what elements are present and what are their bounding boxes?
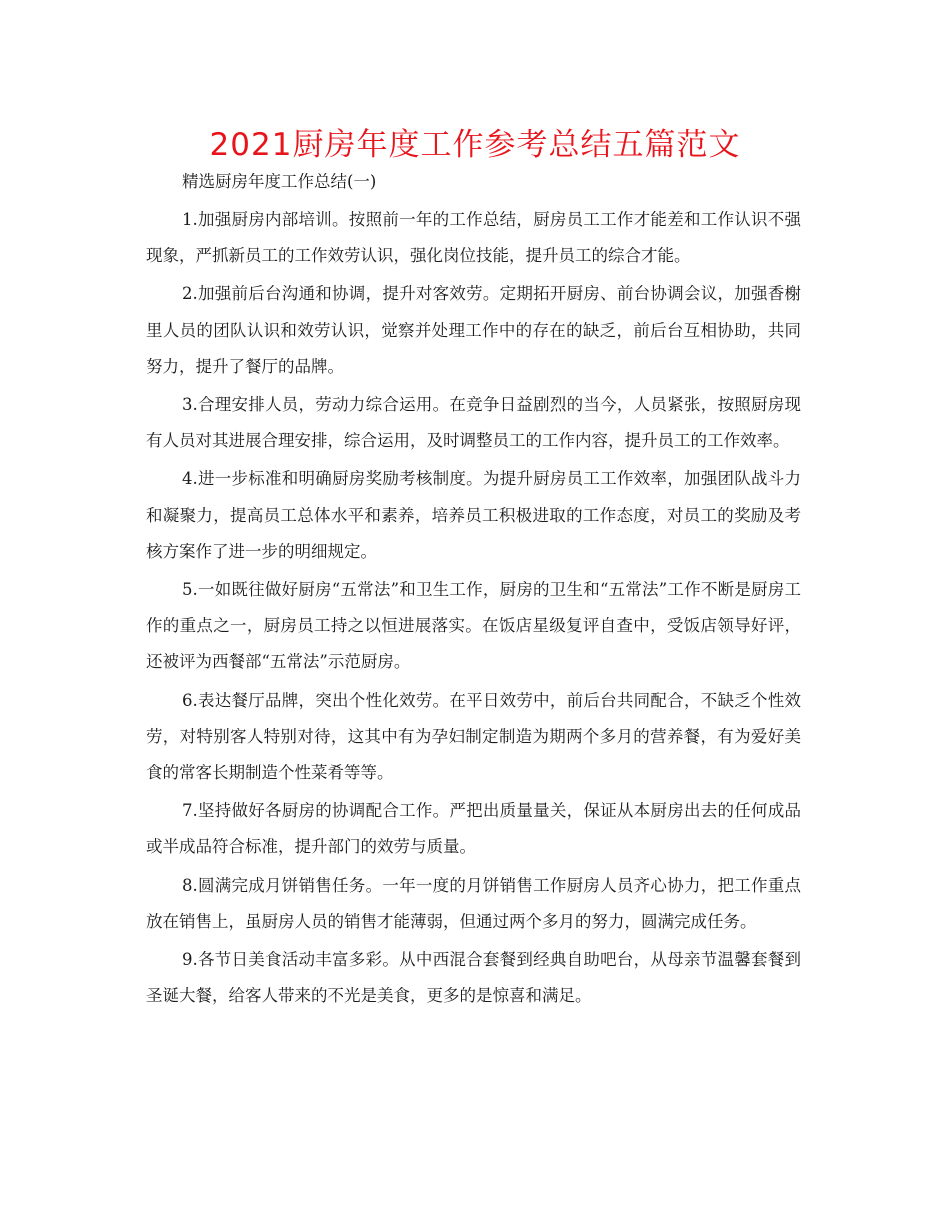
section-heading: 精选厨房年度工作总结(一): [182, 172, 377, 191]
paragraph-6: 6.表达餐厅品牌，突出个性化效劳。在平日效劳中，前后台共同配合，不缺乏个性效劳，对特别客人特别对待，这其中有为孕妇制定制造为期两个多月的营养餐，有为爱好美食的常客长期制造个性菜肴等等。: [146, 690, 801, 783]
paragraph-7: 7.坚持做好各厨房的协调配合工作。严把出质量量关，保证从本厨房出去的任何成品或半成品符合标准，提升部门的效劳与质量。: [146, 801, 801, 857]
document-body: [146, 202, 801, 1016]
paragraph-5: 5.一如既往做好厨房“五常法”和卫生工作，厨房的卫生和“五常法”工作不断是厨房工作的重点之一，厨房员工持之以恒进展落实。在饭店星级复评自查中，受饭店领导好评，还被评为西餐部“五常法”示范厨房。: [146, 580, 801, 672]
paragraph-3: 3.合理安排人员，劳动力综合运用。在竞争日益剧烈的当今，人员紧张，按照厨房现有人员对其进展合理安排，综合运用，及时调整员工的工作内容，提升员工的工作效率。: [146, 395, 801, 451]
paragraph-4: 4.进一步标准和明确厨房奖励考核制度。为提升厨房员工工作效率，加强团队战斗力和凝聚力，提高员工总体水平和素养，培养员工积极进取的工作态度，对员工的奖励及考核方案作了进一步的明细规定。: [146, 469, 801, 561]
paragraph-8: 8.圆满完成月饼销售任务。一年一度的月饼销售工作厨房人员齐心协力，把工作重点放在销售上，虽厨房人员的销售才能薄弱，但通过两个多月的努力，圆满完成任务。: [146, 875, 801, 931]
document-title: 2021厨房年度工作参考总结五篇范文: [209, 127, 741, 163]
paragraph-9: 9.各节日美食活动丰富多彩。从中西混合套餐到经典自助吧台，从母亲节温馨套餐到圣诞大餐，给客人带来的不光是美食，更多的是惊喜和满足。: [146, 950, 801, 1006]
paragraph-2: 2.加强前后台沟通和协调，提升对客效劳。定期拓开厨房、前台协调会议，加强香榭里人员的团队认识和效劳认识，觉察并处理工作中的存在的缺乏，前后台互相协助，共同努力，提升了餐厅的品牌。: [146, 284, 801, 376]
paragraph-1: 1.加强厨房内部培训。按照前一年的工作总结，厨房员工工作才能差和工作认识不强现象，严抓新员工的工作效劳认识，强化岗位技能，提升员工的综合才能。: [146, 210, 801, 266]
